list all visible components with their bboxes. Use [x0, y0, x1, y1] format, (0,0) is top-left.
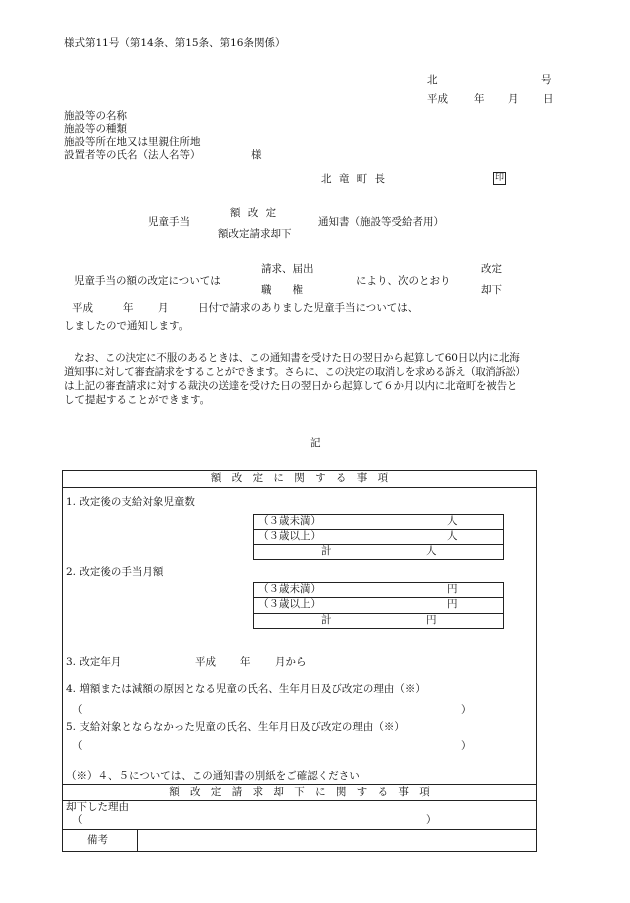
date-day: 日	[543, 93, 554, 105]
item3-year: 年	[240, 656, 251, 668]
body-line2-rest: 日付で請求のありました児童手当については、	[198, 302, 419, 314]
body-line1-right-top: 改定	[481, 263, 502, 275]
body-line1-mid: により、次のとおり	[356, 275, 451, 287]
children-row-unit: 人	[447, 530, 458, 542]
amount-total-unit: 円	[426, 614, 437, 626]
facility-address-label: 施設等所在地又は里親住所地	[64, 136, 201, 148]
section2-top-rule	[62, 784, 537, 785]
children-row-label: （３歳未満）	[258, 515, 321, 527]
amount-row-label: （３歳以上）	[258, 598, 321, 610]
amount-row-unit: 円	[447, 583, 458, 595]
table-header2: 額 改 定 請 求 却 下 に 関 す る 事 項	[169, 786, 430, 798]
item4-label: 4. 増額または減額の原因となる児童の氏名、生年月日及び改定の理由（※）	[66, 683, 426, 695]
amount-row-unit: 円	[447, 598, 458, 610]
table-header1-rule	[62, 487, 537, 488]
title-option-top: 額 改 定	[230, 207, 277, 219]
children-row-unit: 人	[447, 515, 458, 527]
body-line1-option-top: 請求、届出	[261, 263, 314, 275]
reason-label: 却下した理由	[66, 801, 129, 813]
title-right: 通知書（施設等受給者用）	[318, 216, 444, 228]
body-line3: しましたので通知します。	[64, 320, 190, 332]
form-number: 様式第11号（第14条、第15条、第16条関係）	[64, 37, 286, 49]
body-line2-month: 月	[158, 302, 169, 314]
paren-open: （	[72, 814, 83, 826]
date-era: 平成	[427, 93, 448, 105]
item3-month: 月から	[275, 656, 307, 668]
item3-era: 平成	[195, 656, 216, 668]
notice-line2: 道知事に対して審査請求をすることができます。さらに、この決定の取消しを求める訴え（取消訴訟）	[64, 366, 526, 378]
body-line2-year: 年	[123, 302, 134, 314]
children-total-label: 計	[321, 545, 332, 557]
item2-label: 2. 改定後の手当月額	[66, 566, 164, 578]
paren-open: （	[72, 740, 83, 752]
remarks-label: 備考	[87, 834, 108, 846]
item1-label: 1. 改定後の支給対象児童数	[66, 496, 195, 508]
body-line1-option-bottom: 職 権	[261, 284, 303, 296]
footnote: （※）４、５については、この通知書の別紙をご確認ください	[66, 770, 360, 782]
notice-line4: して提起することができます。	[64, 394, 211, 406]
paren-close: ）	[461, 704, 472, 716]
item3-label: 3. 改定年月	[66, 656, 122, 668]
table-header1: 額 改 定 に 関 す る 事 項	[210, 472, 389, 484]
date-year: 年	[474, 93, 485, 105]
amount-row-label: （３歳未満）	[258, 583, 321, 595]
section2-header-rule	[62, 800, 537, 801]
paren-close: ）	[461, 740, 472, 752]
facility-type-label: 施設等の種類	[64, 123, 127, 135]
honorific: 様	[251, 149, 262, 161]
body-line2-era: 平成	[72, 302, 93, 314]
children-row-rule	[253, 544, 504, 545]
date-month: 月	[508, 93, 519, 105]
children-total-unit: 人	[426, 545, 437, 557]
notice-line3: は上記の審査請求に対する裁決の送達を受けた日の翌日から起算して６か月以内に北竜町を被告と	[64, 380, 518, 392]
children-row-label: （３歳以上）	[258, 530, 321, 542]
body-line1-left: 児童手当の額の改定については	[74, 275, 221, 287]
ki-mark: 記	[310, 437, 321, 449]
notice-line1: なお、この決定に不服のあるときは、この通知書を受けた日の翌日から起算して60日以内に北海	[74, 352, 520, 364]
seal-mark: 印	[494, 173, 504, 183]
issuer-title: 北 竜 町 長	[321, 173, 386, 185]
amount-total-label: 計	[321, 614, 332, 626]
doc-number-prefix: 北	[427, 74, 438, 86]
doc-number-suffix: 号	[541, 74, 552, 86]
title-left: 児童手当	[148, 216, 190, 228]
paren-open: （	[72, 704, 83, 716]
paren-close: ）	[426, 814, 437, 826]
remarks-top-rule	[62, 829, 537, 830]
body-line1-right-bottom: 却下	[481, 284, 502, 296]
remarks-divider	[137, 829, 138, 852]
item5-label: 5. 支給対象とならなかった児童の氏名、生年月日及び改定の理由（※）	[66, 721, 405, 733]
founder-name-label: 設置者等の氏名（法人名等）	[64, 149, 201, 161]
amount-row-rule	[253, 613, 504, 614]
title-option-bottom: 額改定請求却下	[218, 228, 292, 240]
facility-name-label: 施設等の名称	[64, 110, 127, 122]
